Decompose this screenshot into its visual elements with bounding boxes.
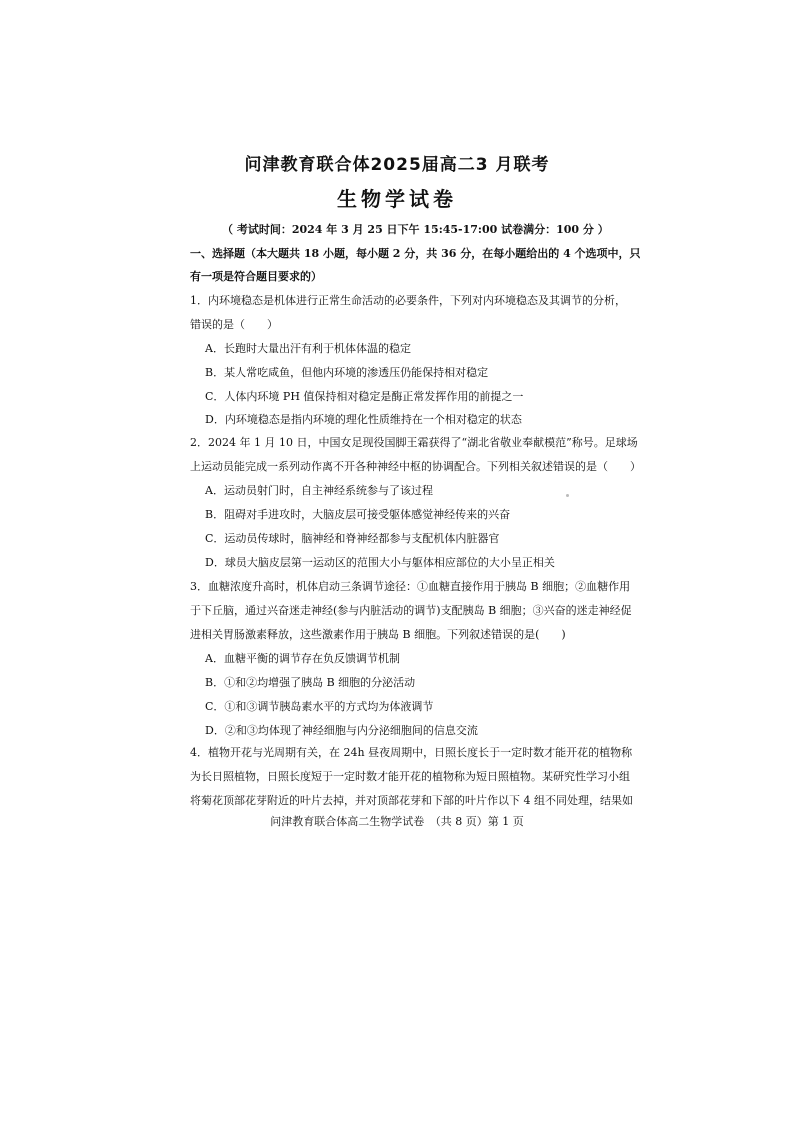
exam-subject: 生物学试卷 (337, 187, 457, 211)
q2-option-a: A．运动员射门时，自主神经系统参与了该过程 (205, 484, 433, 497)
q4-stem-line1: 4．植物开花与光周期有关，在 24h 昼夜周期中，日照长度长于一定时数才能开花的植物称 (190, 746, 633, 759)
q3-option-a: A．血糖平衡的调节存在负反馈调节机制 (205, 652, 400, 665)
q1-stem-line2: 错误的是（ ） (190, 318, 278, 331)
q1-stem-line1: 1．内环境稳态是机体进行正常生命活动的必要条件，下列对内环境稳态及其调节的分析， (190, 294, 626, 307)
page-footer: 问津教育联合体高二生物学试卷 （共 8 页）第 1 页 (270, 815, 524, 828)
q4-stem-line3: 将菊花顶部花芽附近的叶片去掉，并对顶部花芽和下部的叶片作以下 4 组不同处理，结果如 (190, 794, 633, 807)
q3-stem-line3: 进相关胃肠激素释放，这些激素作用于胰岛 B 细胞。下列叙述错误的是( ) (190, 628, 566, 641)
q3-option-c: C．①和③调节胰岛素水平的方式均为体液调节 (205, 700, 434, 713)
q1-option-a: A．长跑时大量出汗有利于机体体温的稳定 (205, 342, 411, 355)
q2-stem-line1: 2．2024 年 1 月 10 日，中国女足现役国脚王霜获得了“湖北省敬业奉献模范”称号。足球场 (190, 436, 638, 449)
q2-option-d: D．球员大脑皮层第一运动区的范围大小与躯体相应部位的大小呈正相关 (205, 556, 555, 569)
scan-speck (566, 494, 569, 497)
section-heading-line2: 有一项是符合题目要求的） (190, 270, 322, 283)
q4-stem-line2: 为长日照植物，日照长度短于一定时数才能开花的植物称为短日照植物。某研究性学习小组 (190, 770, 630, 783)
section-heading-line1: 一、选择题（本大题共 18 小题，每小题 2 分，共 36 分，在每小题给出的 4 个选项中，只 (190, 247, 641, 260)
q2-stem-line2: 上运动员能完成一系列动作离不开各种神经中枢的协调配合。下列相关叙述错误的是（ ） (190, 460, 641, 473)
q3-option-d: D．②和③均体现了神经细胞与内分泌细胞间的信息交流 (205, 724, 478, 737)
q3-option-b: B．①和②均增强了胰岛 B 细胞的分泌活动 (205, 676, 416, 689)
q2-option-c: C．运动员传球时，脑神经和脊神经都参与支配机体内脏器官 (205, 532, 500, 545)
q1-option-d: D．内环境稳态是指内环境的理化性质维持在一个相对稳定的状态 (205, 413, 522, 426)
exam-title: 问津教育联合体2025届高二3 月联考 (244, 155, 550, 175)
q1-option-b: B．某人常吃咸鱼，但他内环境的渗透压仍能保持相对稳定 (205, 366, 489, 379)
exam-info: （ 考试时间：2024 年 3 月 25 日下午 15:45-17:00 试卷满分：100 分 ） (222, 223, 609, 236)
q3-stem-line1: 3．血糖浓度升高时，机体启动三条调节途径：①血糖直接作用于胰岛 B 细胞；②血糖作用 (190, 580, 631, 593)
q3-stem-line2: 于下丘脑，通过兴奋迷走神经(参与内脏活动的调节)支配胰岛 B 细胞；③兴奋的迷走神经促 (190, 604, 632, 617)
q2-option-b: B．阻碍对手进攻时，大脑皮层可接受躯体感觉神经传来的兴奋 (205, 508, 511, 521)
q1-option-c: C．人体内环境 PH 值保持相对稳定是酶正常发挥作用的前提之一 (205, 390, 524, 403)
